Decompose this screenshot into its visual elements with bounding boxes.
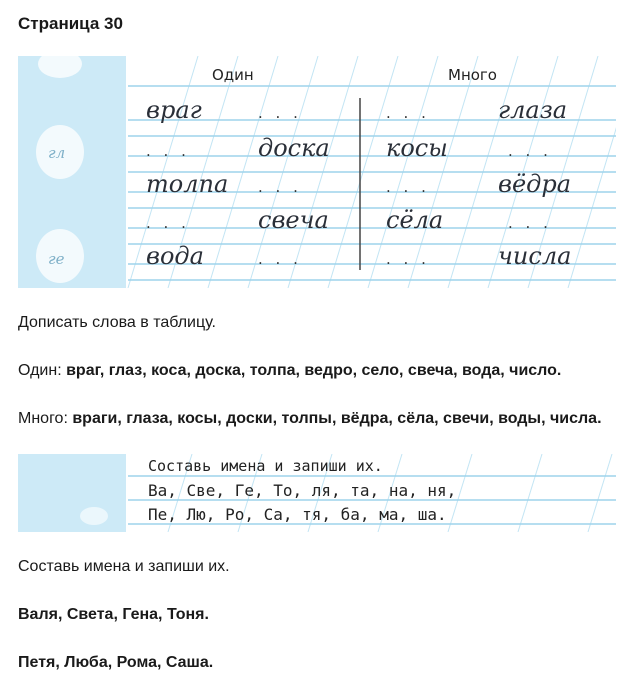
cell-many-left: . . . bbox=[386, 178, 430, 196]
header-many: Много bbox=[448, 66, 497, 84]
answer-one-line bbox=[18, 362, 561, 380]
cell-many-right: . . . bbox=[508, 142, 552, 160]
cell-many-right: . . . bbox=[508, 214, 552, 232]
cell-one-left: толпа bbox=[146, 170, 229, 198]
header-one: Один bbox=[212, 66, 254, 84]
exercise1-instruction: Дописать слова в таблицу. bbox=[18, 314, 216, 331]
syllables-line-2: Пе, Лю, Ро, Са, тя, ба, ма, ша. bbox=[148, 505, 447, 524]
exercise2-instruction: Составь имена и запиши их. bbox=[18, 558, 230, 575]
cell-many-left: косы bbox=[386, 134, 448, 162]
cell-many-right: числа bbox=[498, 242, 572, 270]
cell-many-left: . . . bbox=[386, 104, 430, 122]
cell-one-left: . . . bbox=[146, 214, 190, 232]
cell-one-right: . . . bbox=[258, 178, 302, 196]
answer-many-label: Много: bbox=[18, 410, 73, 427]
answer-one-label: Один: bbox=[18, 362, 67, 379]
page-title: Страница 30 bbox=[18, 14, 123, 33]
cell-one-right: . . . bbox=[258, 104, 302, 122]
sidebar-letters-1: гл bbox=[48, 144, 66, 162]
cell-one-right: доска bbox=[258, 134, 330, 162]
sidebar-letters-2: ге bbox=[48, 250, 65, 268]
exercise1-sheet bbox=[18, 56, 616, 288]
answer-one-words: враг, глаз, коса, доска, толпа, ведро, село, свеча, вода, число. bbox=[66, 362, 562, 379]
balloon-icon bbox=[80, 507, 108, 525]
sidebar-strip bbox=[18, 454, 126, 532]
cell-many-left: . . . bbox=[386, 250, 430, 268]
exercise2-answer-1: Валя, Света, Гена, Тоня. bbox=[18, 606, 209, 623]
cell-one-left: вода bbox=[146, 242, 204, 270]
cell-one-right: свеча bbox=[258, 206, 329, 234]
cell-many-right: вёдра bbox=[498, 170, 572, 198]
exercise1-image bbox=[18, 56, 616, 288]
cell-one-left: . . . bbox=[146, 142, 190, 160]
cell-one-right: . . . bbox=[258, 250, 302, 268]
answer-many-words: враги, глаза, косы, доски, толпы, вёдра, сёла, свечи, воды, числа. bbox=[72, 410, 602, 427]
exercise2-image bbox=[18, 454, 616, 532]
cell-one-left: враг bbox=[146, 96, 202, 124]
cell-many-left: сёла bbox=[386, 206, 444, 234]
syllables-line-1: Ва, Све, Ге, То, ля, та, на, ня, bbox=[148, 481, 457, 500]
cell-many-right: глаза bbox=[498, 96, 568, 124]
exercise2-answer-2: Петя, Люба, Рома, Саша. bbox=[18, 654, 214, 671]
answer-many-line bbox=[18, 410, 602, 428]
exercise2-task: Составь имена и запиши их. bbox=[148, 457, 383, 475]
exercise2-sheet bbox=[18, 454, 616, 532]
